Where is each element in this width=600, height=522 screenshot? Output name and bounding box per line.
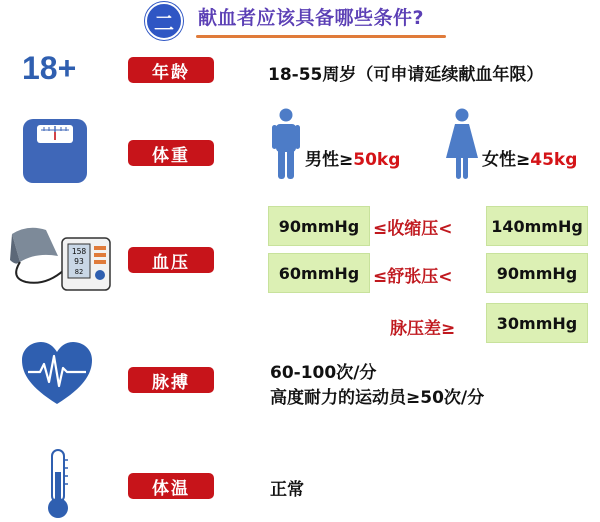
monitor-reading-1: 158 bbox=[71, 247, 87, 256]
scale-icon bbox=[22, 118, 88, 184]
male-value: 50kg bbox=[353, 150, 401, 170]
male-weight bbox=[305, 145, 400, 170]
diastolic-high-box: 90mmHg bbox=[486, 253, 588, 293]
label-age: 年龄 bbox=[128, 57, 214, 83]
label-temperature: 体温 bbox=[128, 473, 214, 499]
section-number-badge: 二 bbox=[145, 2, 183, 40]
pulse-pressure-label: 脉压差≥ bbox=[390, 319, 456, 339]
label-pulse: 脉搏 bbox=[128, 367, 214, 393]
monitor-reading-2: 93 bbox=[74, 257, 84, 266]
systolic-label: ≤收缩压< bbox=[373, 219, 453, 239]
female-value: 45kg bbox=[530, 150, 578, 170]
thermometer-icon bbox=[44, 448, 72, 520]
female-figure-icon bbox=[445, 108, 479, 180]
pulse-line-1: 60-100次/分 bbox=[270, 363, 377, 383]
diastolic-label: ≤舒张压< bbox=[373, 267, 453, 287]
systolic-high-box: 140mmHg bbox=[486, 206, 588, 246]
female-label: 女性≥ bbox=[482, 150, 531, 170]
title-underline bbox=[196, 35, 446, 38]
blood-pressure-monitor-icon bbox=[6, 220, 112, 292]
age-value: 18-55周岁（可申请延续献血年限） bbox=[268, 65, 544, 85]
systolic-low-box: 90mmHg bbox=[268, 206, 370, 246]
male-figure-icon bbox=[272, 108, 300, 180]
label-blood-pressure: 血压 bbox=[128, 247, 214, 273]
pulse-line-2: 高度耐力的运动员≥50次/分 bbox=[270, 388, 485, 408]
diastolic-low-box: 60mmHg bbox=[268, 253, 370, 293]
age-icon: 18+ bbox=[22, 50, 77, 86]
temperature-value: 正常 bbox=[270, 480, 304, 500]
page-title: 献血者应该具备哪些条件? bbox=[198, 7, 425, 29]
monitor-reading-3: 82 bbox=[74, 268, 84, 276]
male-label: 男性≥ bbox=[305, 150, 354, 170]
pulse-pressure-box: 30mmHg bbox=[486, 303, 588, 343]
label-weight: 体重 bbox=[128, 140, 214, 166]
heart-pulse-icon bbox=[22, 342, 92, 406]
female-weight bbox=[482, 145, 577, 170]
